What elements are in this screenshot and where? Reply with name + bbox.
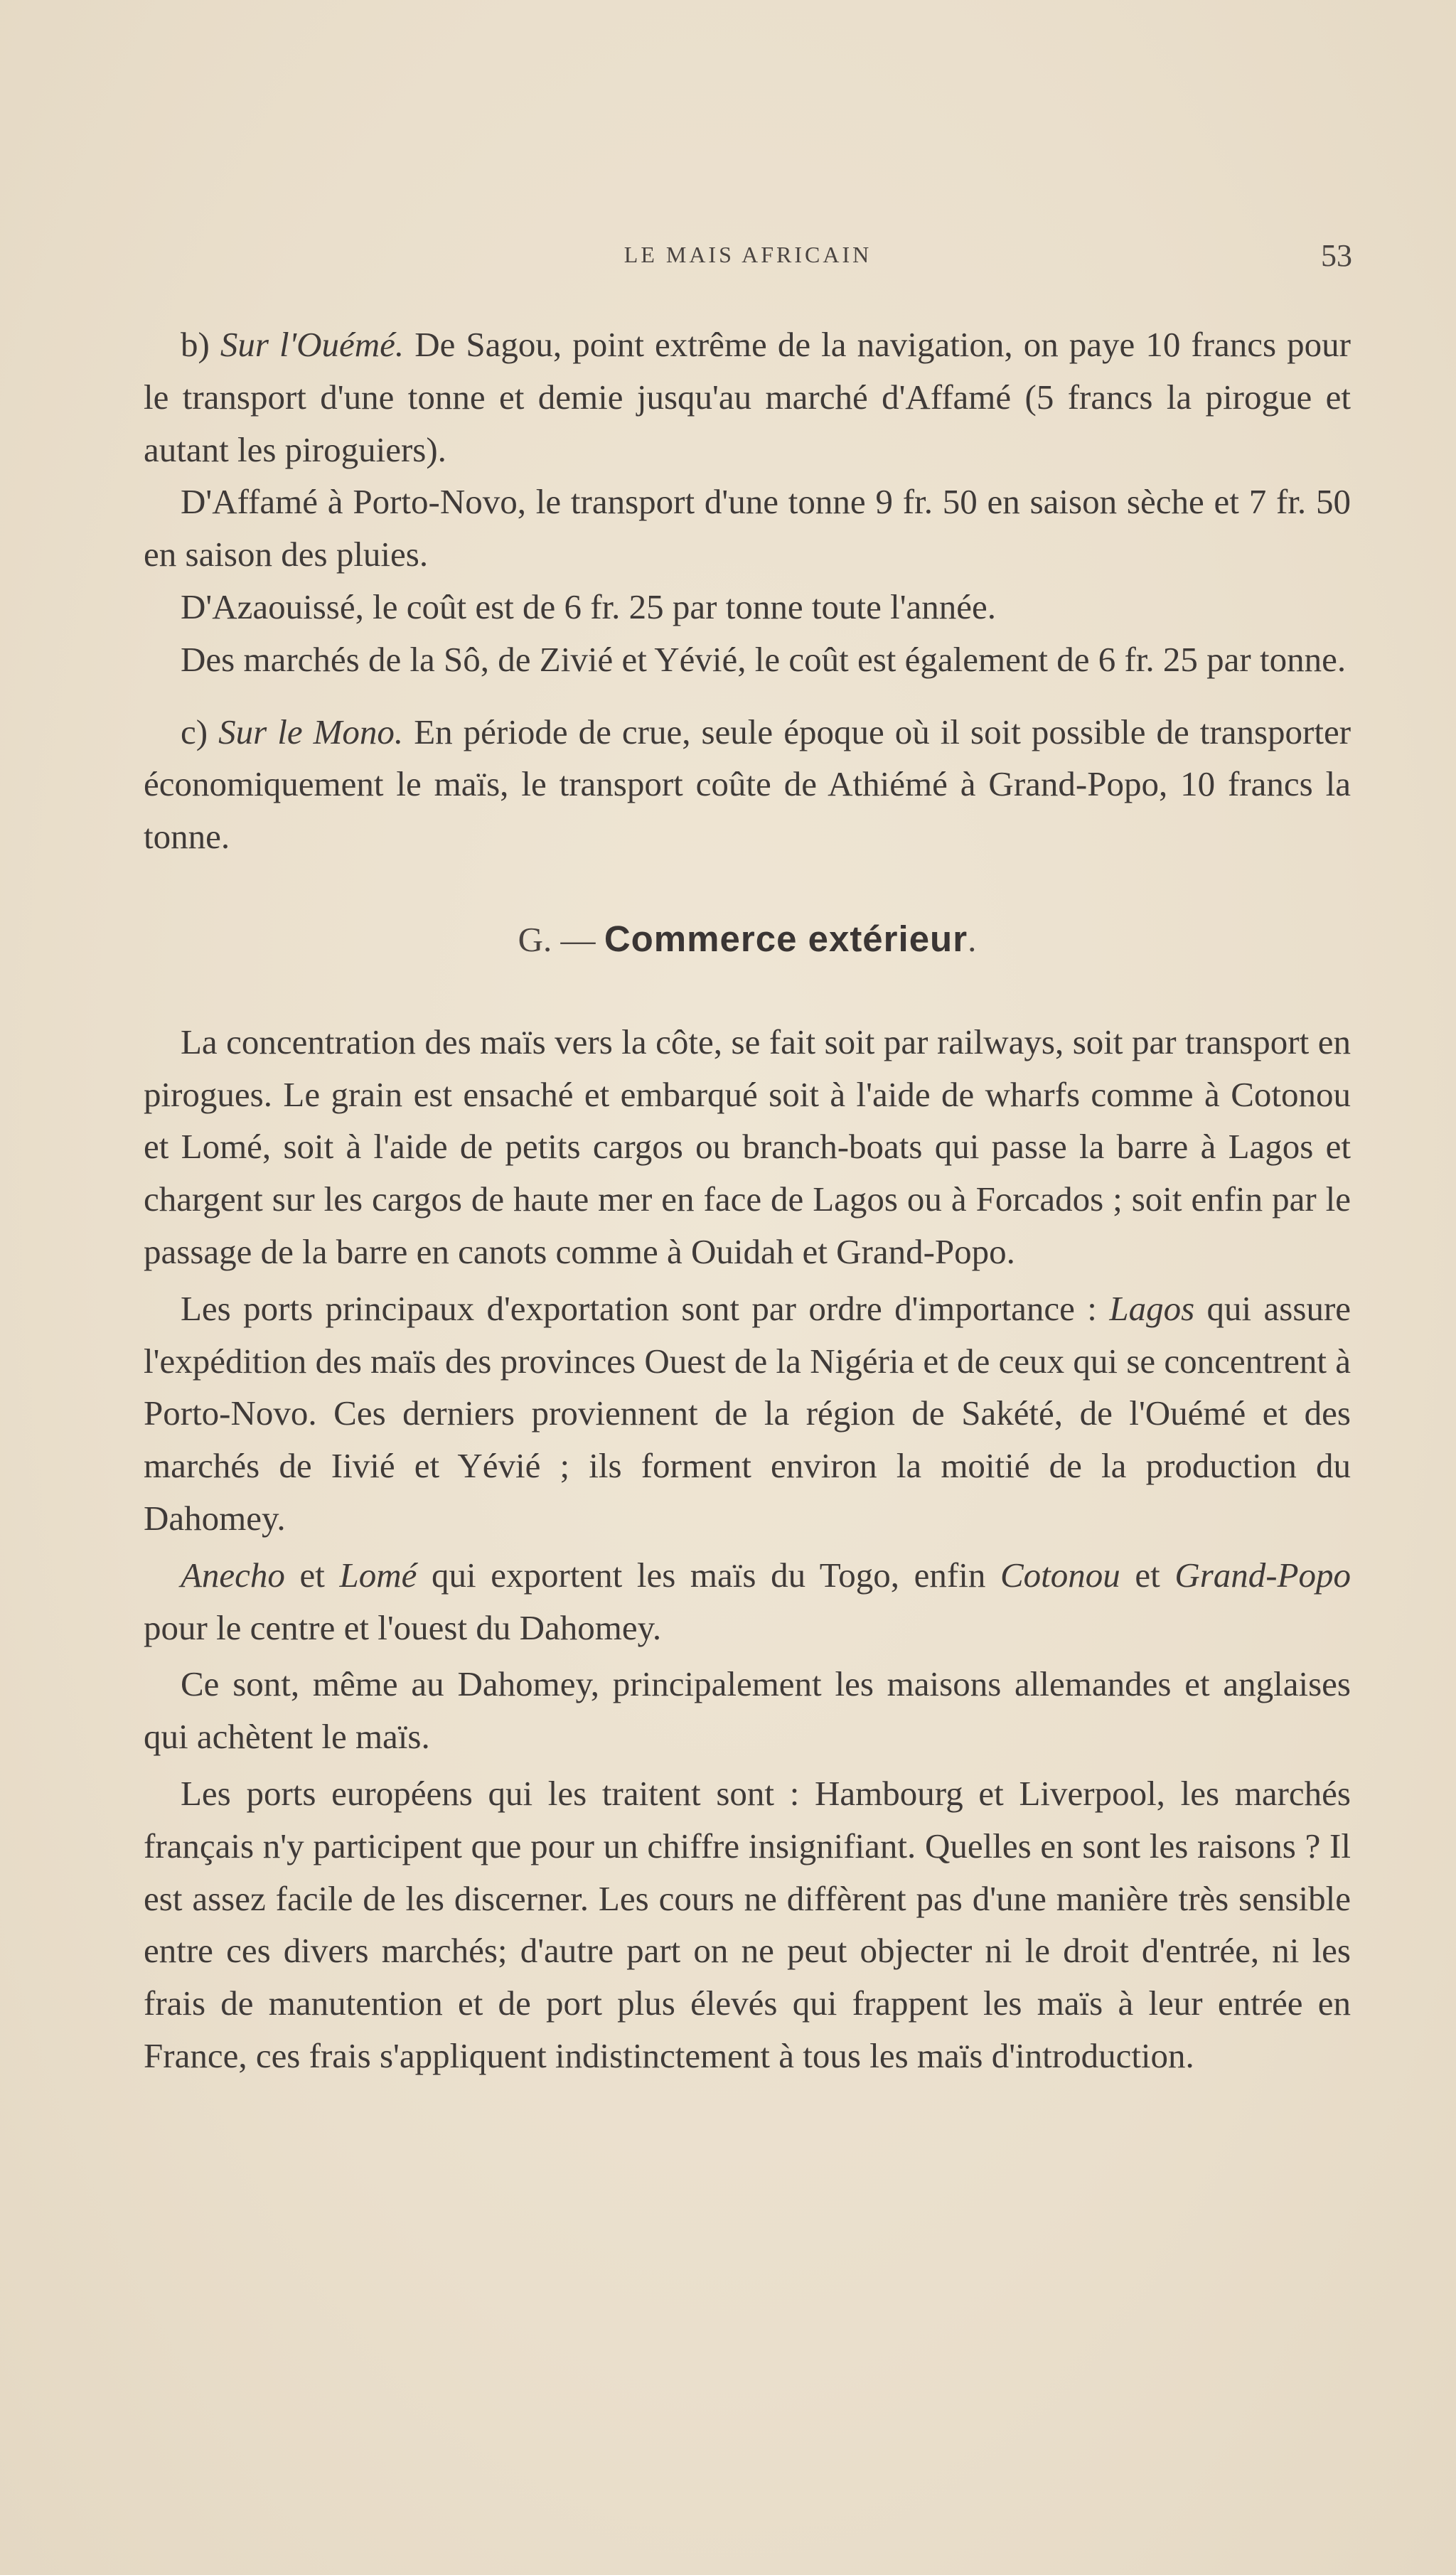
paragraph-marches-so: Des marchés de la Sô, de Zivié et Yévié, le coût est également de 6 fr. 25 par tonne. [181, 639, 1347, 679]
paragraph-ports-principaux [144, 1283, 1351, 1545]
page-number: 53 [1321, 238, 1352, 273]
section-c-text: En période de crue, seule époque où il soit possible de transporter économiquement le maïs, le transport coûte de Athiémé à Grand-Popo, 10 francs la tonne. [144, 712, 1351, 857]
section-heading-title: Commerce extérieur [604, 918, 968, 959]
section-heading-letter: G. — [518, 919, 596, 959]
section-b-label: b) [181, 325, 210, 364]
port-grand-popo: Grand-Popo [1174, 1555, 1351, 1595]
anecho-lome-end: pour le centre et l'ouest du Dahomey. [144, 1607, 662, 1647]
running-head [144, 238, 1352, 284]
port-lagos: Lagos [1109, 1288, 1195, 1328]
port-anecho: Anecho [181, 1555, 285, 1595]
paragraph-ports-europeens: Les ports européens qui les traitent sont : Hambourg et Liverpool, les marchés français n'y participent que pour un chiffre insignifiant. Quelles en sont les raisons ? Il est assez facile de les discerner. Les cours ne diffèrent pas d'une manière très sensible entre ces divers marchés; d'autre part on ne peut objecter ni le droit d'entrée, ni les frais de manutention et de port plus élevés qui frappent les maïs à leur entrée en France, ces frais s'appliquent indistinctement à tous les maïs d'introduction. [144, 1773, 1351, 2075]
paragraph-maisons: Ce sont, même au Dahomey, principalement les maisons allemandes et anglaises qui achètent le maïs. [144, 1664, 1351, 1757]
section-c-title: Sur le Mono. [218, 712, 404, 751]
section-heading [144, 913, 1351, 966]
paragraph-affame: D'Affamé à Porto-Novo, le transport d'une tonne 9 fr. 50 en saison sèche et 7 fr. 50 en saison des pluies. [144, 482, 1351, 574]
port-cotonou: Cotonou [1000, 1555, 1120, 1595]
port-lome: Lomé [339, 1555, 417, 1595]
paragraph-sur-oueme [144, 318, 1351, 476]
paragraph-anecho-lome [144, 1549, 1351, 1654]
running-title: LE MAIS AFRICAIN [623, 242, 872, 267]
section-heading-period: . [968, 919, 977, 959]
section-c-label: c) [181, 712, 208, 751]
ports-lagos-text: qui assure l'expédition des maïs des provinces Ouest de la Nigéria et de ceux qui se concentrent à Porto-Novo. Ces derniers proviennent de la région de Sakété, de l'Ouémé et des marchés de Iivié et Yévié ; ils forment environ la moitié de la production du Dahomey. [144, 1288, 1351, 1538]
paragraph-azaouisse: D'Azaouissé, le coût est de 6 fr. 25 par tonne toute l'année. [181, 587, 997, 626]
conj-et-1: et [299, 1555, 325, 1595]
paragraph-sur-mono [144, 706, 1351, 863]
anecho-lome-text: qui exportent les maïs du Togo, enfin [432, 1555, 986, 1595]
section-b-title: Sur l'Ouémé. [220, 325, 405, 364]
main-text [144, 318, 1351, 2082]
paragraph-concentration: La concentration des maïs vers la côte, se fait soit par railways, soit par transport en pirogues. Le grain est ensaché et embarqué soit à l'aide de wharfs comme à Cotonou et Lomé, soit à l'aide de petits cargos ou branch-boats qui passe la barre à Lagos et chargent sur les cargos de haute mer en face de Lagos ou à Forcados ; soit enfin par le passage de la barre en canots comme à Ouidah et Grand-Popo. [144, 1022, 1351, 1271]
ports-intro: Les ports principaux d'exportation sont par ordre d'importance : [181, 1288, 1097, 1328]
conj-et-2: et [1135, 1555, 1160, 1595]
section-b-text: De Sagou, point extrême de la navigation, on paye 10 francs pour le transport d'une tonne et demie jusqu'au marché d'Affamé (5 francs la pirogue et autant les piroguiers). [144, 325, 1351, 469]
